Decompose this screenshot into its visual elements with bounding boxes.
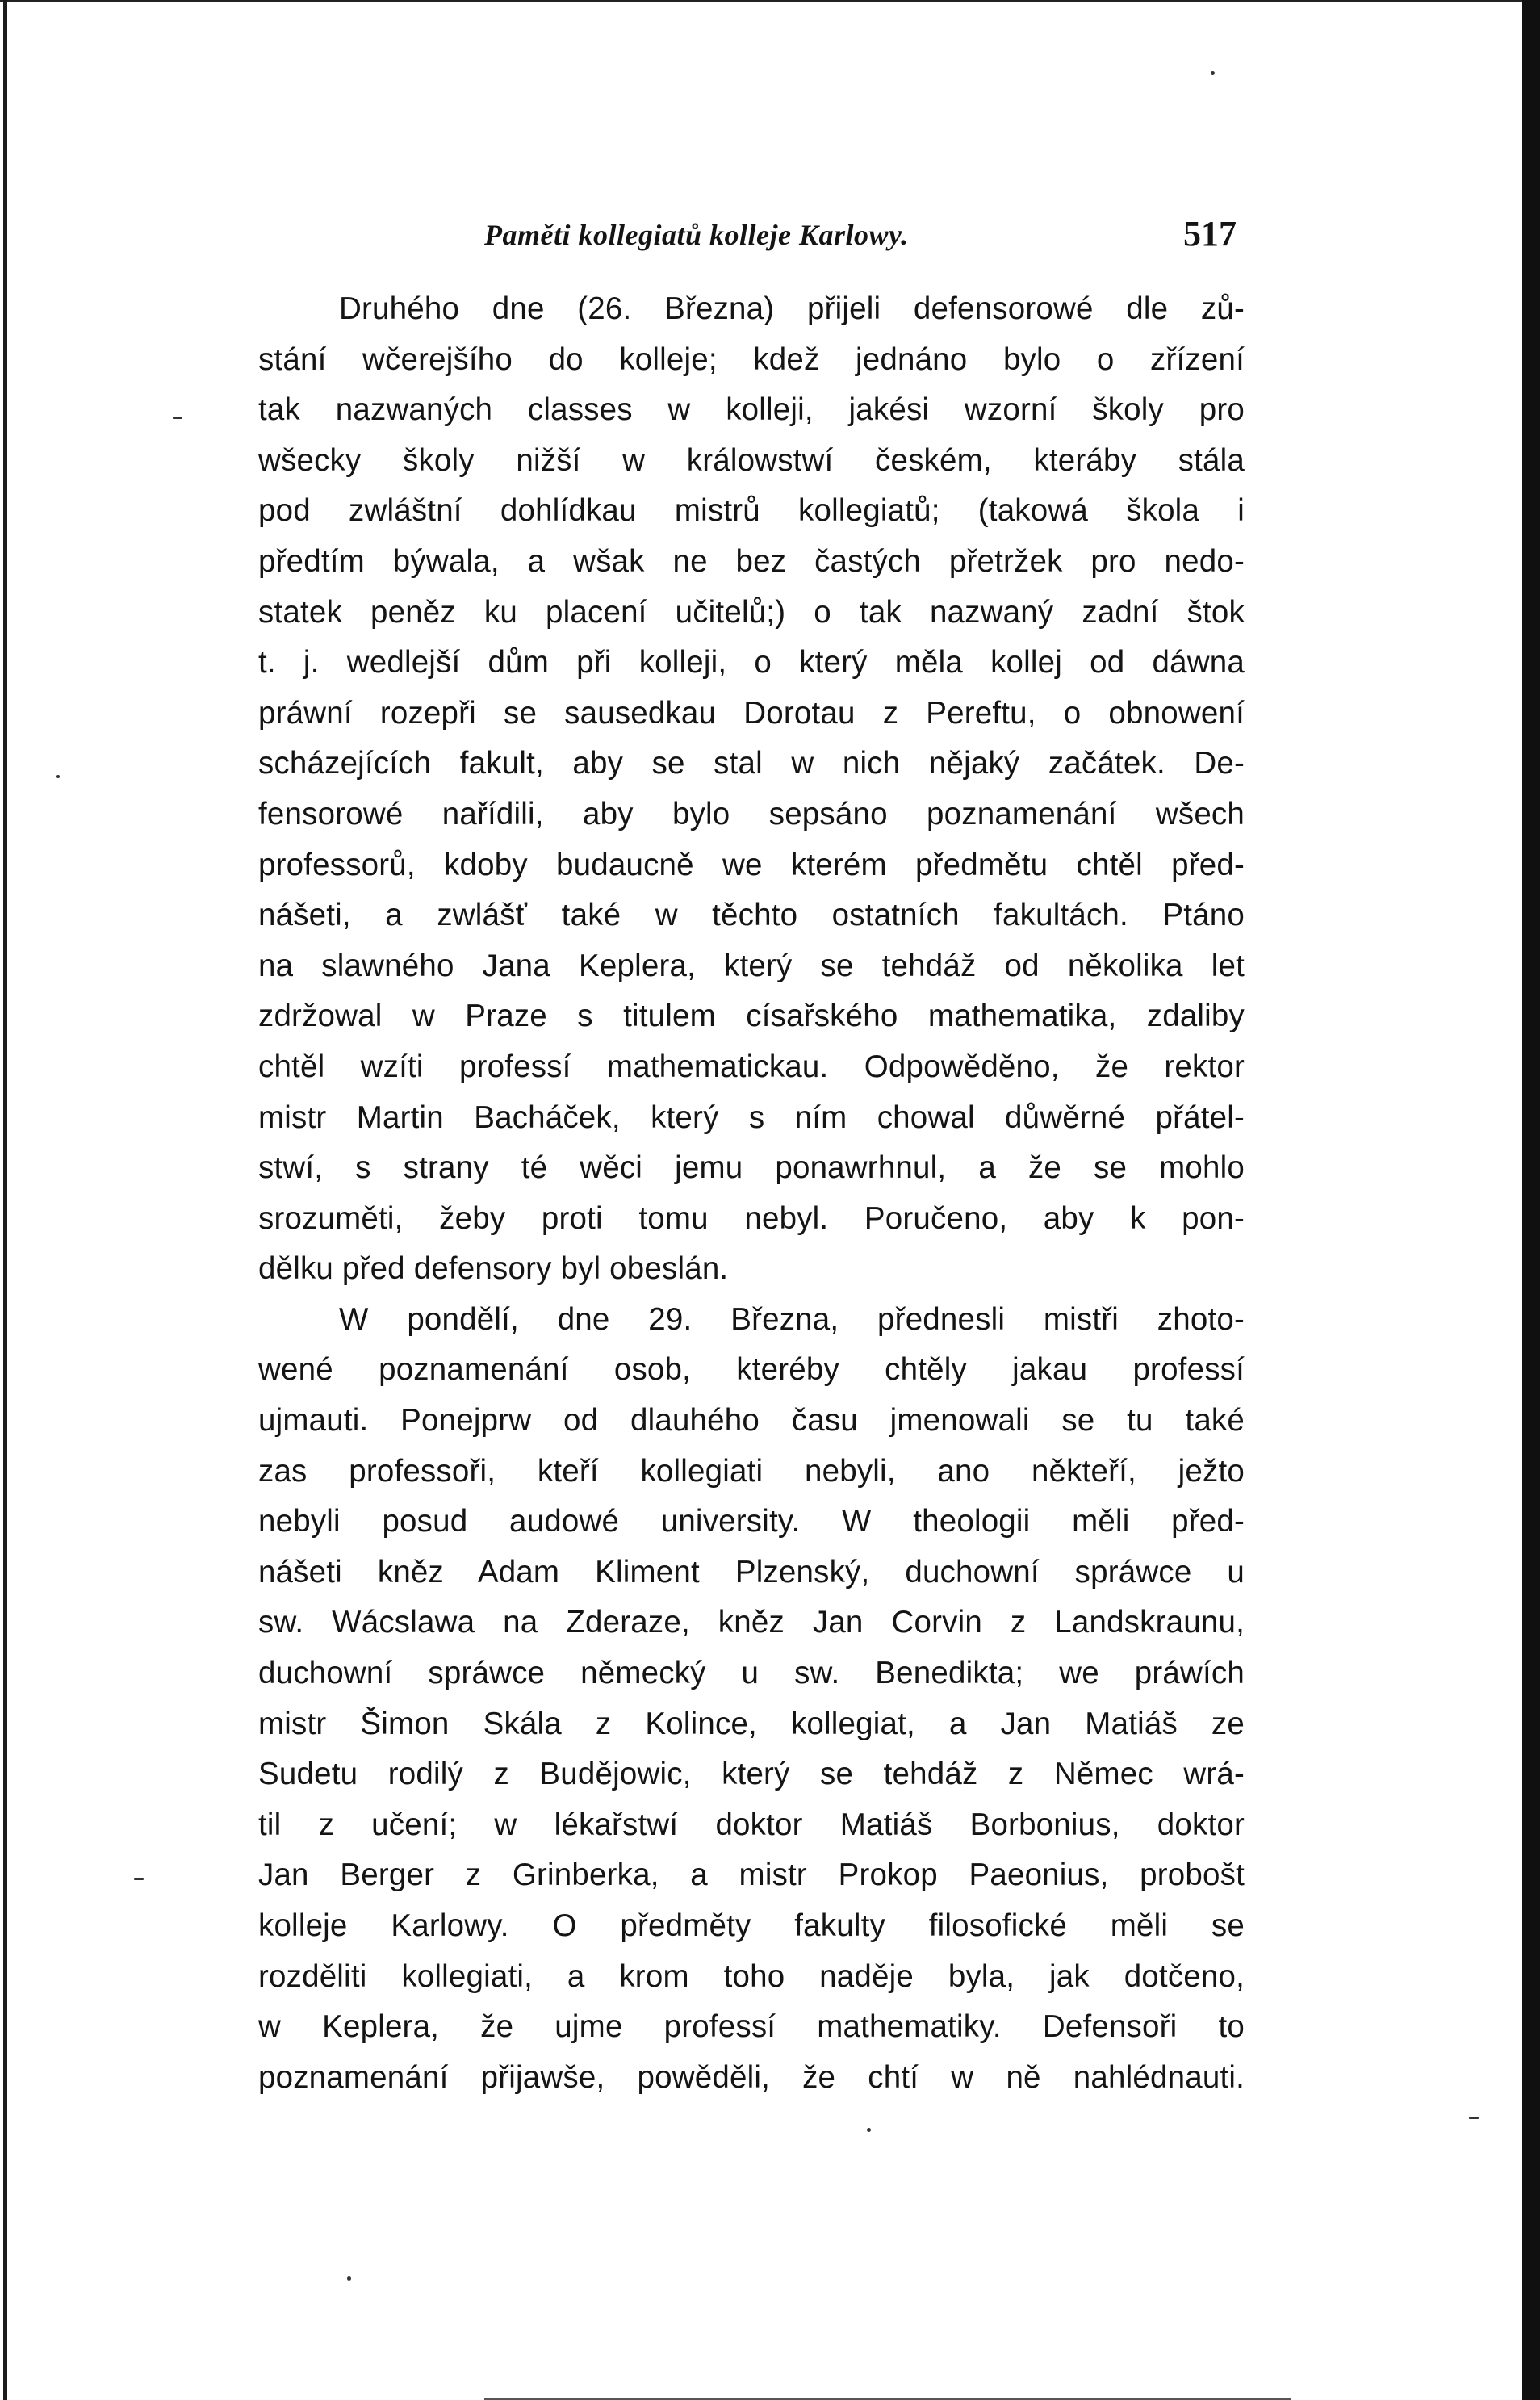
text-line: nášeti kněz Adam Kliment Plzenský, duchowní spráwce u xyxy=(258,1554,1245,1590)
scan-speck xyxy=(1211,71,1215,75)
scan-speck xyxy=(347,2276,351,2281)
text-line: srozuměti, žeby proti tomu nebyl. Poručeno, aby k pon- xyxy=(258,1200,1245,1236)
text-line: ujmauti. Ponejprw od dlauhého času jmenowali se tu také xyxy=(258,1403,1245,1439)
text-line: Jan Berger z Grinberka, a mistr Prokop Paeonius, probošt xyxy=(258,1858,1245,1893)
text-line: rozděliti kollegiati, a krom toho naděje byla, jak dotčeno, xyxy=(258,1958,1245,1994)
text-line: wšecky školy nižší w králowstwí českém, kteráby stála xyxy=(258,442,1245,478)
text-line: stání wčerejšího do kolleje; kdež jednáno bylo o zřízení xyxy=(258,341,1245,377)
text-line: statek peněz ku placení učitelů;) o tak nazwaný zadní štok xyxy=(258,594,1245,630)
text-line: nebyli posud audowé university. W theologii měli před- xyxy=(258,1504,1245,1539)
text-line: stwí, s strany té wěci jemu ponawrhnul, a že se mohlo xyxy=(258,1150,1245,1186)
text-line: fensorowé nařídili, aby bylo sepsáno poznamenání wšech xyxy=(258,796,1245,831)
text-line: professorů, kdoby budaucně we kterém předmětu chtěl před- xyxy=(258,847,1245,882)
text-line: wené poznamenání osob, kteréby chtěly jakau professí xyxy=(258,1352,1245,1388)
text-line: práwní rozepři se sausedkau Dorotau z Pereftu, o obnowení xyxy=(258,695,1245,731)
text-line: mistr Šimon Skála z Kolince, kollegiat, a Jan Matiáš ze xyxy=(258,1706,1245,1741)
text-line: pod zwláštní dohlídkau mistrů kollegiatů; (takowá škola i xyxy=(258,493,1245,529)
text-line: Sudetu rodilý z Budějowic, který se tehdáž z Němec wrá- xyxy=(258,1757,1245,1792)
paragraph-2 xyxy=(258,1295,1245,2104)
text-line: til z učení; w lékařstwí doktor Matiáš Borbonius, doktor xyxy=(258,1807,1245,1842)
scan-edge-top xyxy=(0,0,1540,2)
text-line: poznamenání přijawše, powěděli, že chtí w ně nahlédnauti. xyxy=(258,2059,1245,2095)
text-line: kolleje Karlowy. O předměty fakulty filosofické měli se xyxy=(258,1908,1245,1943)
text-line: w Keplera, že ujme professí mathematiky. Defensoři to xyxy=(258,2009,1245,2045)
text-line: zas professoři, kteří kollegiati nebyli, ano někteří, ježto xyxy=(258,1453,1245,1489)
text-line: sw. Wácslawa na Zderaze, kněz Jan Corvin z Landskraunu, xyxy=(258,1605,1245,1640)
text-line: W pondělí, dne 29. Března, přednesli mistři zhoto- xyxy=(339,1301,1245,1337)
text-line: t. j. wedlejší dům při kolleji, o který měla kollej od dáwna xyxy=(258,645,1245,681)
scan-edge-right xyxy=(1522,0,1540,2400)
text-line: mistr Martin Bacháček, který s ním chowal důwěrné přátel- xyxy=(258,1099,1245,1135)
page-header xyxy=(258,214,1245,258)
running-title: Paměti kollegiatů kolleje Karlowy. xyxy=(484,219,909,251)
text-line: Druhého dne (26. Března) přijeli defensorowé dle zů- xyxy=(339,291,1245,326)
scan-speck xyxy=(56,775,60,778)
text-line: předtím býwala, a wšak ne bez častých přetržek pro nedo- xyxy=(258,543,1245,579)
body-text xyxy=(258,284,1245,2103)
text-line: dělku před defensory byl obeslán. xyxy=(258,1251,729,1287)
text-line: tak nazwaných classes w kolleji, jakési wzorní školy pro xyxy=(258,392,1245,428)
text-line: chtěl wzíti professí mathematickau. Odpowěděno, že rektor xyxy=(258,1049,1245,1084)
text-line: scházejících fakult, aby se stal w nich nějaký začátek. De- xyxy=(258,746,1245,781)
scan-speck xyxy=(1469,2117,1479,2119)
paragraph-1 xyxy=(258,284,1245,1295)
scan-speck xyxy=(134,1878,144,1880)
scan-speck xyxy=(867,2128,871,2132)
text-line: zdržowal w Praze s titulem císařského mathematika, zdaliby xyxy=(258,999,1245,1034)
text-line: nášeti, a zwlášť také w těchto ostatních fakultách. Ptáno xyxy=(258,898,1245,933)
page-number: 517 xyxy=(1183,214,1237,253)
text-line: duchowní spráwce německý u sw. Benedikta; we práwích xyxy=(258,1656,1245,1691)
scan-edge-left xyxy=(3,0,7,2400)
text-line: na slawného Jana Keplera, který se tehdáž od několika let xyxy=(258,948,1245,983)
scan-speck xyxy=(173,417,182,419)
